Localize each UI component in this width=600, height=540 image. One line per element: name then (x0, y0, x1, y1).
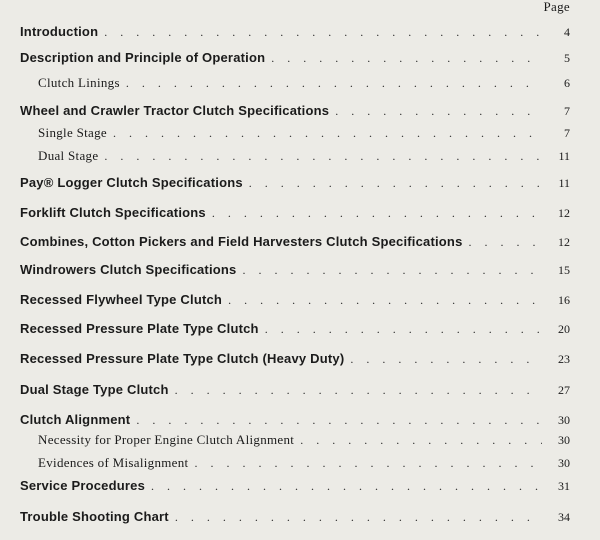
toc-entry-page: 30 (558, 433, 570, 447)
toc-entry-title: Wheel and Crawler Tractor Clutch Specifications (20, 103, 330, 118)
dot-leader (350, 352, 542, 367)
toc-entry-dual-stage[interactable] (38, 148, 570, 164)
toc-entry-title: Description and Principle of Operation (20, 50, 266, 65)
toc-entry-page: 6 (564, 76, 570, 90)
dot-leader (271, 51, 542, 66)
dot-leader (126, 76, 542, 91)
toc-entry-clutch-alignment[interactable] (20, 412, 570, 428)
toc-entry-trouble-shooting[interactable] (20, 509, 570, 525)
toc-entry-forklift[interactable] (20, 205, 570, 221)
toc-entry-title: Clutch Linings (38, 75, 120, 90)
toc-entry-clutch-linings[interactable] (38, 75, 570, 91)
toc-entry-evidences-misalignment[interactable] (38, 455, 570, 471)
toc-entry-page: 7 (564, 126, 570, 140)
toc-entry-windrowers[interactable] (20, 262, 570, 278)
dot-leader (194, 456, 542, 471)
toc-entry-title: Recessed Pressure Plate Type Clutch (20, 321, 259, 336)
toc-entry-recessed-pressure-plate[interactable] (20, 321, 570, 337)
toc-entry-page: 31 (558, 479, 570, 493)
toc-entry-introduction[interactable] (20, 24, 570, 40)
toc-entry-page: 11 (558, 176, 570, 190)
toc-entry-page: 12 (558, 206, 570, 220)
toc-entry-title: Single Stage (38, 125, 107, 140)
toc-entry-title: Evidences of Misalignment (38, 455, 189, 470)
toc-entry-page: 30 (558, 456, 570, 470)
toc-entry-title: Recessed Pressure Plate Type Clutch (Heavy Duty) (20, 351, 345, 366)
dot-leader (113, 126, 542, 141)
dot-leader (469, 235, 542, 250)
toc-entry-title: Dual Stage Type Clutch (20, 382, 169, 397)
dot-leader (212, 206, 542, 221)
toc-entry-title: Forklift Clutch Specifications (20, 205, 206, 220)
toc-entry-page: 7 (564, 104, 570, 118)
toc-entry-title: Dual Stage (38, 148, 99, 163)
toc-entry-pay-logger[interactable] (20, 175, 570, 191)
toc-entry-page: 15 (558, 263, 570, 277)
toc-entry-page: 34 (558, 510, 570, 524)
toc-entry-recessed-flywheel[interactable] (20, 292, 570, 308)
toc-entry-single-stage[interactable] (38, 125, 570, 141)
dot-leader (265, 322, 542, 337)
toc-entry-title: Service Procedures (20, 478, 146, 493)
toc-entry-page: 5 (564, 51, 570, 65)
dot-leader (104, 149, 542, 164)
toc-entry-necessity-alignment[interactable] (38, 432, 570, 448)
toc-entry-page: 16 (558, 293, 570, 307)
toc-entry-wheel-crawler[interactable] (20, 103, 570, 119)
dot-leader (151, 479, 542, 494)
toc-entry-page: 20 (558, 322, 570, 336)
toc-entry-title: Trouble Shooting Chart (20, 509, 169, 524)
toc-entry-title: Recessed Flywheel Type Clutch (20, 292, 223, 307)
dot-leader (136, 413, 542, 428)
toc-entry-page: 27 (558, 383, 570, 397)
toc-entry-combines[interactable] (20, 234, 570, 250)
toc-entry-title: Combines, Cotton Pickers and Field Harvesters Clutch Specifications (20, 234, 463, 249)
toc-entry-title: Necessity for Proper Engine Clutch Alignment (38, 432, 295, 447)
dot-leader (300, 433, 542, 448)
toc-entry-recessed-pressure-plate-heavy[interactable] (20, 351, 570, 367)
dot-leader (228, 293, 542, 308)
toc-entry-title: Pay® Logger Clutch Specifications (20, 175, 243, 190)
page-column-header: Page (543, 0, 570, 14)
toc-entry-dual-stage-type[interactable] (20, 382, 570, 398)
dot-leader (249, 176, 542, 191)
dot-leader (175, 383, 542, 398)
dot-leader (175, 510, 542, 525)
dot-leader (335, 104, 542, 119)
toc-entry-title: Clutch Alignment (20, 412, 131, 427)
toc-entry-title: Introduction (20, 24, 99, 39)
toc-entry-page: 30 (558, 413, 570, 427)
toc-entry-page: 12 (558, 235, 570, 249)
dot-leader (242, 263, 542, 278)
toc-entry-service-procedures[interactable] (20, 478, 570, 494)
toc-entry-page: 23 (558, 352, 570, 366)
dot-leader (104, 25, 542, 40)
toc-entry-title: Windrowers Clutch Specifications (20, 262, 237, 277)
toc-entry-description[interactable] (20, 50, 570, 66)
toc-entry-page: 11 (558, 149, 570, 163)
toc-entry-page: 4 (564, 25, 570, 39)
